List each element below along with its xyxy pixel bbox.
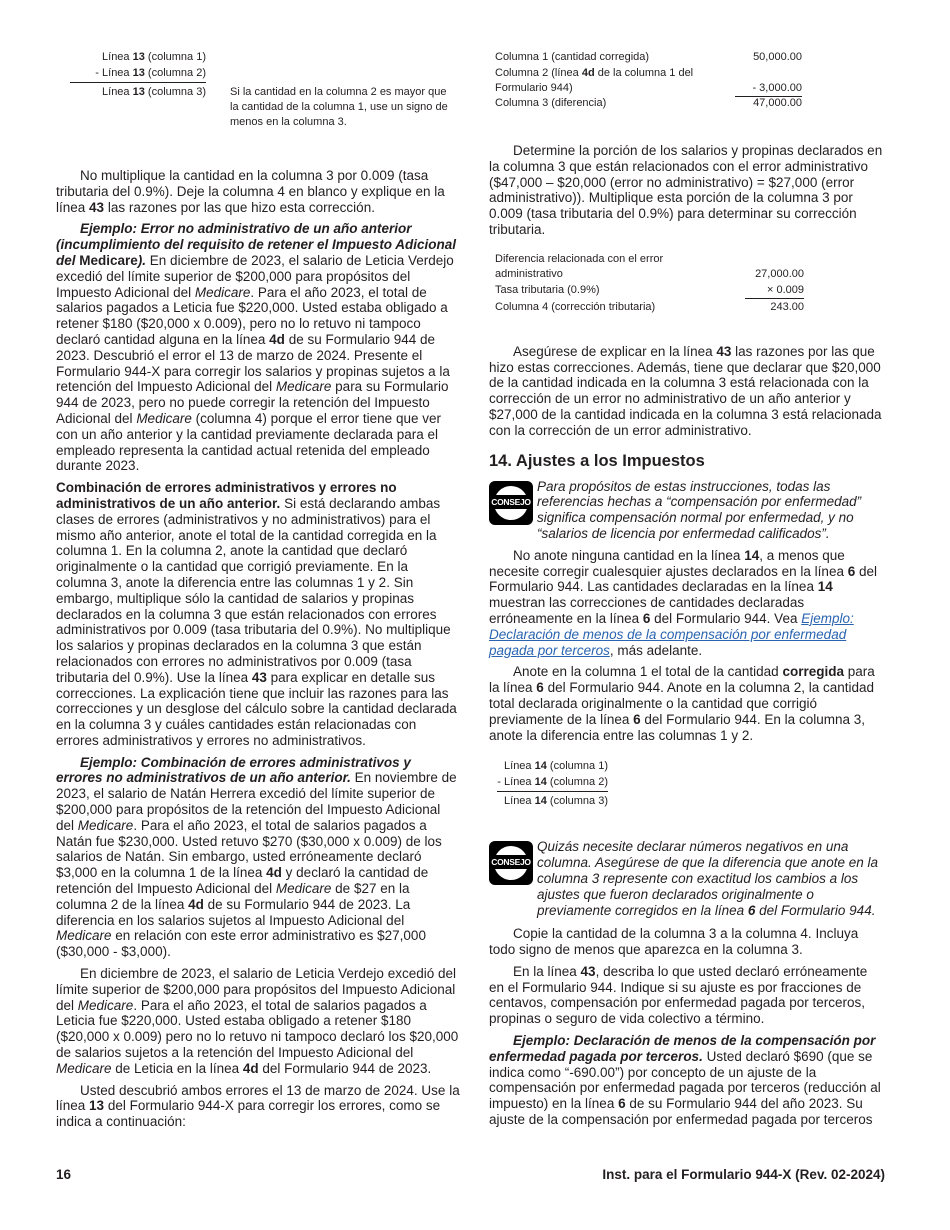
column1-value: 50,000.00 xyxy=(753,51,802,63)
tip-box-negative-numbers xyxy=(489,839,885,918)
section-title: 14. Ajustes a los Impuestos xyxy=(489,451,705,470)
paragraph-line43-describe: En la línea 43, describa lo que usted declaró erróneamente en el Formulario 944. Indique si su ajuste es por fracciones de centavos, compensación por enfermedad pagada por terceros, propinas o seguro de vida colectivo a término. xyxy=(489,963,868,1027)
column2-label: Columna 2 (línea 4d de la columna 1 del Formulario 944) xyxy=(495,67,694,94)
paragraph-determine-portion: Determine la porción de los salarios y propinas declarados en la columna 3 que están relacionados con el error administrativo ($47,000 – $20,000 (error no administrativo) = $27,000 (error administrativo)). Multiplique esta porción de la columna 3 por 0.009 (tasa tributaria del 0.9%) para determinar su corrección tributaria. xyxy=(489,143,883,237)
tax-correction-table xyxy=(495,250,885,344)
line14-table xyxy=(489,757,885,835)
line13-col1-row: Línea 13 (columna 1) xyxy=(102,51,206,63)
consejo-icon: CONSEJO xyxy=(489,481,533,525)
line13-col3-row: Línea 13 (columna 3) xyxy=(102,86,206,98)
column3-value: 47,000.00 xyxy=(753,97,802,109)
example-link[interactable]: Ejemplo: Declaración de menos de la compensación por enfermedad pagada por terceros xyxy=(489,610,854,658)
tax-rate-label: Tasa tributaria (0.9%) xyxy=(495,283,600,296)
line14-divider xyxy=(497,791,608,792)
column3-label: Columna 3 (diferencia) xyxy=(495,97,607,109)
left-column xyxy=(56,48,461,1136)
line13-table xyxy=(56,48,461,168)
tip-text-sick-pay: Para propósitos de estas instrucciones, todas las referencias hechas a “compensación por enfermedad” significa compensación normal por enfermedad, y no “salarios de licencia por enfermedad calificados”. xyxy=(537,478,862,541)
column4-label: Columna 4 (corrección tributaria) xyxy=(495,300,656,313)
paragraph-example-noncadmin-error: Ejemplo: Error no administrativo de un año anterior (incumplimiento del requisito de retener el Impuesto Adicional del Medicare). En diciembre de 2023, el salario de Leticia Verdejo excedió del límite superior de $200,000 para propósitos del Impuesto Adicional del Medicare. Para el año 2023, el total de salarios pagados a Leticia fue $220,000. Usted estaba obligado a retener $180 ($20,000 x 0.009), pero no lo retuvo ni tampoco declaró cantidad alguna en la línea 4d de su Formulario 944 de 2023. Descubrió el error el 13 de marzo de 2024. Presente el Formulario 944-X para corregir los salarios y propinas sujetos a la retención del Impuesto Adicional del Medicare para su Formulario 944 de 2023, pero no puede corregir la retención del Impuesto Adicional del Medicare (columna 4) porque el error tiene que ver con un año anterior y la cantidad previamente declarada para el empleado representa la cantidad actual retenida del empleado durante 2023. xyxy=(56,221,457,474)
tip-box-sick-pay xyxy=(489,479,885,542)
right-column xyxy=(489,48,885,1134)
column4-value: 243.00 xyxy=(770,300,804,313)
line13-col2-row: - Línea 13 (columna 2) xyxy=(95,67,206,79)
difference-value: 27,000.00 xyxy=(755,267,804,280)
line14-col2-row: - Línea 14 (columna 2) xyxy=(497,776,608,789)
column1-label: Columna 1 (cantidad corregida) xyxy=(495,51,650,63)
line14-col1-row: Línea 14 (columna 1) xyxy=(504,760,608,773)
tax-rate-value: × 0.009 xyxy=(745,283,804,299)
column2-value: - 3,000.00 xyxy=(735,81,802,97)
paragraph-example-third-party: Ejemplo: Declaración de menos de la compensación por enfermedad pagada por terceros. Usted declaró $690 (que se indica como “-690.00”) por concepto de un ajuste de la compensación por enfermedad pagada por terceros (reducción al impuesto) en la línea 6 de su Formulario 944 del año 2023. Su ajuste de la compensación por enfermedad pagada por terceros xyxy=(489,1033,881,1128)
paragraph-leticia: En diciembre de 2023, el salario de Leticia Verdejo excedió del límite superior de $200,000 para propósitos del Impuesto Adicional del Medicare. Para el año 2023, el total de salarios pagados a Leticia fue $220,000. Usted estaba obligado a retener $180 ($20,000 x 0.009) pero no lo retuvo ni tampoco declaró los $20,000 de salarios sujetos a la retención del Impuesto Adicional del Medicare de Leticia en la línea 4d del Formulario 944 de 2023. xyxy=(56,966,459,1076)
paragraph-line14: No anote ninguna cantidad en la línea 14, a menos que necesite corregir cualesquier ajustes declarados en la línea 6 del Formulario 944. Las cantidades declaradas en la línea 14 muestran las correcciones de cantidades declaradas erróneamente en la línea 6 del Formulario 944. Vea Ejemplo: Declaración de menos de la compensación por enfermedad pagada por terceros, más adelante. xyxy=(489,547,878,658)
form-title: Inst. para el Formulario 944-X (Rev. 02-2024) xyxy=(602,1167,885,1182)
consejo-icon: CONSEJO xyxy=(489,841,533,885)
paragraph-combination-errors: Combinación de errores administrativos y errores no administrativos de un año anterior. Si está declarando ambas clases de errores (administrativos y no administrativos) para el mismo año anterior, anote el total de la cantidad corregida en la columna 1. En la columna 2, anote la cantidad que declaró originalmente o la cantidad que corrigió previamente. En la columna 3, anote la diferencia entre las columnas 1 y 2. Sin embargo, multiplique sólo la cantidad de salarios y propinas declarados en la columna 3 que están relacionados con errores administrativos por 0.009 (tasa tributaria del 0.9%). No multiplique los salarios y propinas declarados en la columna 3 que están relacionados con errores no administrativos por 0.009 (tasa tributaria del 0.9%). Use la línea 43 para explicar en detalle sus correcciones. La explicación tiene que incluir las razones para las correcciones y un desglose del cálculo sobre la cantidad declarada en la columna 3 y cuáles cantidades están relacionadas con errores administrativos y errores no administrativos. xyxy=(56,480,457,748)
paragraph-discovered-errors: Usted descubrió ambos errores el 13 de marzo de 2024. Use la línea 13 del Formulario 944-X para corregir los errores, como se indica a continuación: xyxy=(56,1082,460,1130)
page-number: 16 xyxy=(56,1167,72,1182)
line14-col3-row: Línea 14 (columna 3) xyxy=(504,795,608,808)
paragraph-explain-line43: Asegúrese de explicar en la línea 43 las razones por las que hizo estas correcciones. Además, tiene que declarar que $20,000 de la cantidad indicada en la columna 3 está relacionada con la corrección de un error no administrativo de un año anterior y $27,000 de la cantidad indicada en la columna 3 está relacionada con la corrección de un error administrativo. xyxy=(489,343,882,438)
paragraph-copy-column3: Copie la cantidad de la columna 3 a la columna 4. Incluya todo signo de menos que aparezca en la columna 3. xyxy=(489,926,859,958)
tip-text-negative-numbers: Quizás necesite declarar números negativos en una columna. Asegúrese de que la diferencia que anote en la columna 3 represente con exactitud los cambios a los ajustes que fueron declarados originalmente o previamente corregidos en la línea 6 del Formulario 944. xyxy=(537,839,878,918)
paragraph-no-multiply: No multiplique la cantidad en la columna 3 por 0.009 (tasa tributaria del 0.9%). Deje la columna 4 en blanco y explique en la línea 43 las razones por las que hizo esta corrección. xyxy=(56,168,445,215)
paragraph-column-instructions: Anote en la columna 1 el total de la cantidad corregida para la línea 6 del Formulario 944. Anote en la columna 2, la cantidad total declarada originalmente o la cantidad que corrigió previamente de la línea 6 del Formulario 944. En la columna 3, anote la diferencia entre las columnas 1 y 2. xyxy=(489,664,875,743)
column-table xyxy=(495,48,885,143)
paragraph-example-combination: Ejemplo: Combinación de errores administrativos y errores no administrativos de un año anterior. En noviembre de 2023, el salario de Natán Herrera excedió del límite superior de $200,000 para propósitos de la retención del Impuesto Adicional del Medicare. Para el año 2023, el total de salarios pagados a Natán fue $230,000. Usted retuvo $270 ($30,000 x 0.009) de los salarios de Natán. Sin embargo, usted erróneamente declaró $3,000 en la columna 1 de la línea 4d y declaró la cantidad de retención del Impuesto Adicional del Medicare de $27 en la columna 2 de la línea 4d de su Formulario 944 de 2023. La diferencia en los salarios sujetos al Impuesto Adicional del Medicare en relación con este error administrativo es $27,000 ($30,000 - $3,000). xyxy=(56,754,457,960)
difference-label: Diferencia relacionada con el error administrativo xyxy=(495,252,664,280)
line13-note: Si la cantidad en la columna 2 es mayor que la cantidad de la columna 1, use un signo de menos en la columna 3. xyxy=(230,86,448,128)
line13-divider xyxy=(70,82,206,83)
